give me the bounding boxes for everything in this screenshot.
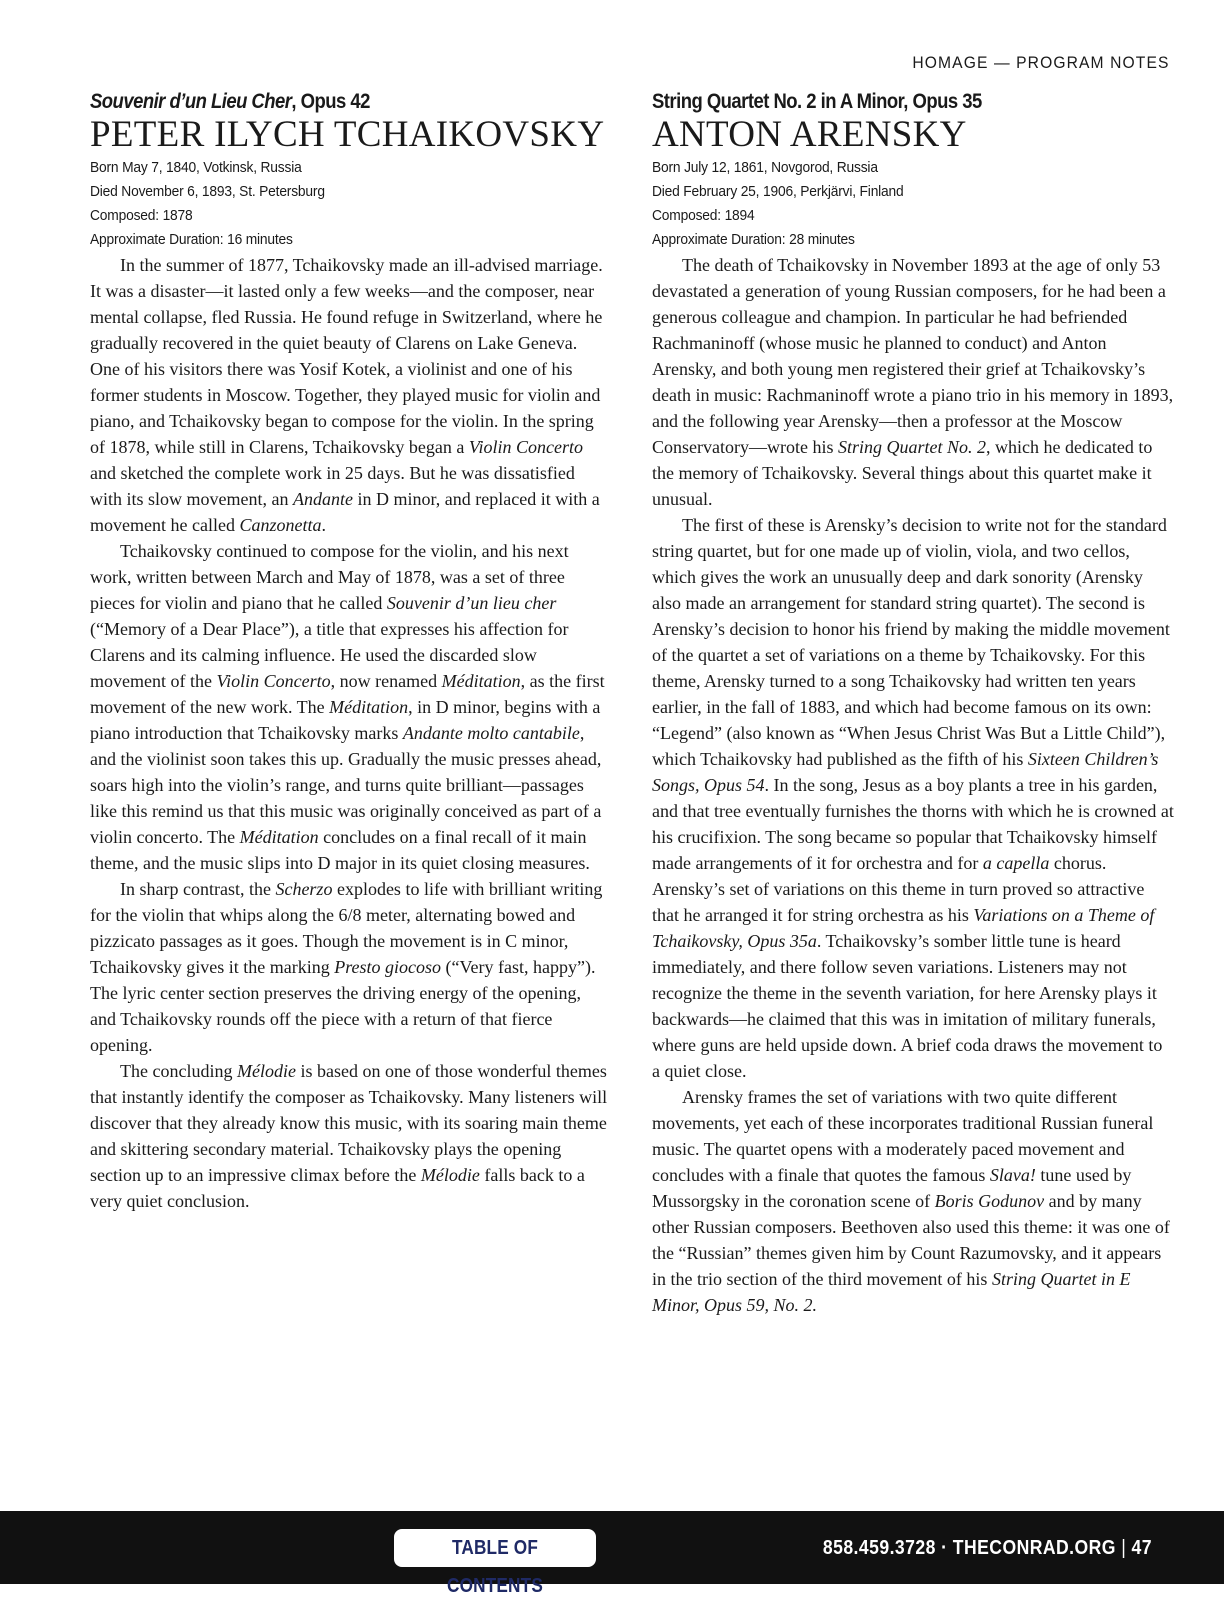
born-right: Born July 12, 1861, Novgorod, Russia: [652, 159, 878, 176]
paragraph: The death of Tchaikovsky in November 1893 at the age of only 53 devastated a generation of young Russian composers, for he had been a generous colleague and champion. In particular he had befriended Rachmaninoff (whose music he planned to conduct) and Anton Arensky, and both young men registered their grief at Tchaikovsky’s death in music: Rachmaninoff wrote a piano trio in his memory in 1893, and the following year Arensky—then a professor at the Moscow Conservatory—wrote his String Quartet No. 2, which he dedicated to the memory of Tchaikovsky. Several things about this quartet make it unusual.: [652, 255, 1174, 509]
composer-name-left: PETER ILYCH TCHAIKOVSKY: [90, 114, 605, 155]
died-right: Died February 25, 1906, Perkjärvi, Finland: [652, 183, 904, 200]
paragraph: Arensky frames the set of variations with two quite different movements, yet each of these incorporates traditional Russian funeral music. The quartet opens with a moderately paced movement and concludes with a finale that quotes the famous Slava! tune used by Mussorgsky in the coronation scene of Boris Godunov and by many other Russian composers. Beethoven also used this theme: it was one of the “Russian” themes given him by Count Razumovsky, and it appears in the trio section of the third movement of his String Quartet in E Minor, Opus 59, No. 2.: [652, 1087, 1170, 1315]
page-number: 47: [1131, 1537, 1152, 1559]
duration-left: Approximate Duration: 16 minutes: [90, 231, 293, 248]
paragraph: The first of these is Arensky’s decision to write not for the standard string quartet, but for one made up of violin, viola, and two cellos, which gives the work an unusually deep and dark sonority (Arensky also made an arrangement for standard string quartet). The second is Arensky’s decision to honor his friend by making the middle movement of the quartet a set of variations on a theme by Tchaikovsky. For this theme, Arensky turned to a song Tchaikovsky had written ten years earlier, in the fall of 1883, and which had become famous on its own: “Legend” (also known as “When Jesus Christ Was But a Little Child”), which Tchaikovsky had published as the fifth of his Sixteen Children’s Songs, Opus 54. In the song, Jesus as a boy plants a tree in his garden, and that tree eventually furnishes the thorns with which he is crowned at his crucifixion. The song became so popular that Tchaikovsky himself made arrangements of it for orchestra and for a capella chorus. Arensky’s set of variations on this theme in turn proved so attractive that he arranged it for string orchestra as his Variations on a Theme of Tchaikovsky, Opus 35a. Tchaikovsky’s somber little tune is heard immediately, and there follow seven variations. Listeners may not recognize the theme in the seventh variation, for here Arensky plays it backwards—he claimed that this was in imitation of military funerals, where guns are held upside down. A brief coda draws the movement to a quiet close.: [652, 515, 1174, 1081]
paragraph: The concluding Mélodie is based on one of those wonderful themes that instantly identify the composer as Tchaikovsky. Many listeners will discover that they already know this music, with its soaring main theme and skittering secondary material. Tchaikovsky plays the opening section up to an impressive climax before the Mélodie falls back to a very quiet conclusion.: [90, 1061, 608, 1211]
composer-name-right: ANTON ARENSKY: [652, 114, 967, 155]
tchaikovsky-column: [90, 88, 610, 1214]
separator: |: [1121, 1537, 1127, 1559]
footer-bar: [0, 1511, 1224, 1597]
contact-info: 858.459.3728 · THECONRAD.ORG: [822, 1537, 1116, 1559]
program-note-body-left: [90, 252, 610, 1214]
duration-right: Approximate Duration: 28 minutes: [652, 231, 855, 248]
toc-label: TABLE OF CONTENTS: [447, 1537, 543, 1597]
work-title-right: String Quartet No. 2 in A Minor, Opus 35: [652, 90, 982, 113]
work-title-opus: , Opus 42: [291, 90, 370, 113]
paragraph: Tchaikovsky continued to compose for the violin, and his next work, written between March and May of 1878, was a set of three pieces for violin and piano that he called Souvenir d’un lieu cher (“Memory of a Dear Place”), a title that expresses his affection for Clarens and its calming influence. He used the discarded slow movement of the Violin Concerto, now renamed Méditation, as the first movement of the new work. The Méditation, in D minor, begins with a piano introduction that Tchaikovsky marks Andante molto cantabile, and the violinist soon takes this up. Gradually the music presses ahead, soars high into the violin’s range, and turns quite brilliant—passages like this remind us that this music was originally conceived as part of a violin concerto. The Méditation concludes on a final recall of it main theme, and the music slips into D major in its quiet closing measures.: [90, 541, 605, 873]
arensky-column: [652, 88, 1174, 1318]
paragraph: In sharp contrast, the Scherzo explodes to life with brilliant writing for the violin that whips along the 6/8 meter, alternating bowed and pizzicato passages as it goes. Though the movement is in C minor, Tchaikovsky gives it the marking Presto giocoso (“Very fast, happy”). The lyric center section preserves the driving energy of the opening, and Tchaikovsky rounds off the piece with a return of that fierce opening.: [90, 879, 603, 1055]
program-note-body-right: [652, 252, 1174, 1318]
paragraph: In the summer of 1877, Tchaikovsky made an ill-advised marriage. It was a disaster—it lasted only a few weeks—and the composer, near mental collapse, fled Russia. He found refuge in Switzerland, where he gradually recovered in the quiet beauty of Clarens on Lake Geneva. One of his visitors there was Yosif Kotek, a violinist and one of his former students in Moscow. Together, they played music for violin and piano, and Tchaikovsky began to compose for the violin. In the spring of 1878, while still in Clarens, Tchaikovsky began a Violin Concerto and sketched the complete work in 25 days. But he was dissatisfied with its slow movement, an Andante in D minor, and replaced it with a movement he called Canzonetta.: [90, 255, 603, 535]
composed-right: Composed: 1894: [652, 207, 755, 224]
work-title-italic: Souvenir d’un Lieu Cher: [90, 90, 292, 113]
table-of-contents-button[interactable]: [394, 1529, 596, 1597]
composed-left: Composed: 1878: [90, 207, 193, 224]
footer-contact: [823, 1535, 1152, 1561]
died-left: Died November 6, 1893, St. Petersburg: [90, 183, 325, 200]
born-left: Born May 7, 1840, Votkinsk, Russia: [90, 159, 302, 176]
work-title-left: [90, 88, 548, 116]
running-head: HOMAGE — PROGRAM NOTES: [912, 53, 1170, 72]
